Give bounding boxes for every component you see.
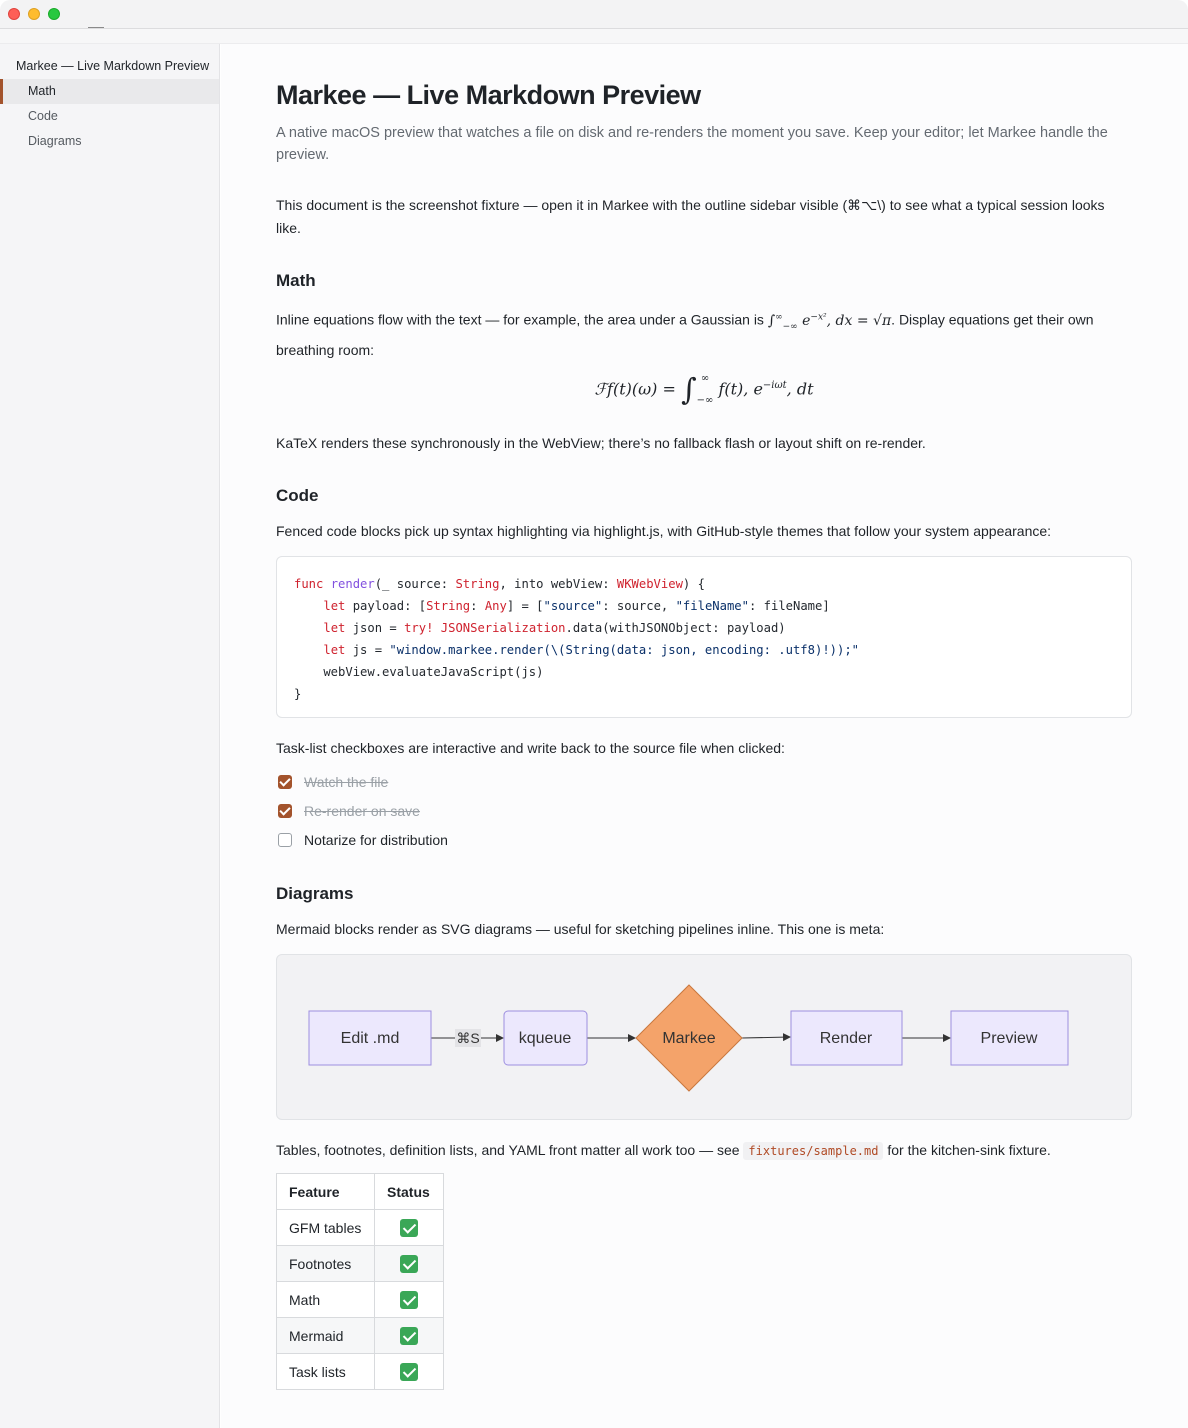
status-cell <box>375 1318 444 1354</box>
code-block <box>276 556 1132 718</box>
feature-cell: Mermaid <box>277 1318 375 1354</box>
feature-cell: Footnotes <box>277 1246 375 1282</box>
integral-lower: −∞ <box>782 321 798 332</box>
close-window-icon[interactable] <box>8 8 20 20</box>
code-token <box>294 599 323 613</box>
window-titlebar <box>0 0 1188 29</box>
code-token: ] = [ <box>506 599 544 613</box>
footer-text-before: Tables, footnotes, definition lists, and YAML front matter all work too — see <box>276 1142 744 1158</box>
mermaid-diagram <box>276 954 1132 1120</box>
code-token: JSONSerialization <box>440 621 566 635</box>
status-cell <box>375 1210 444 1246</box>
diagrams-paragraph: Mermaid blocks render as SVG diagrams — useful for sketching pipelines inline. This one is meta: <box>276 921 885 937</box>
feature-cell: Task lists <box>277 1354 375 1390</box>
tasks-intro: Task-list checkboxes are interactive and write back to the source file when clicked: <box>276 740 785 756</box>
code-token: ) { <box>682 577 705 591</box>
code-token: : source, <box>602 599 676 613</box>
check-mark-icon <box>400 1291 418 1309</box>
code-token: Any <box>484 599 507 613</box>
node-label-markee: Markee <box>662 1030 716 1047</box>
integral-upper: ∞ <box>775 312 783 322</box>
heading-math: Math <box>276 271 316 290</box>
heading-code: Code <box>276 486 319 505</box>
display-lhs: ℱf(t)(ω) = <box>594 379 681 399</box>
math-text-after: . Display equations get their own breathing room: <box>276 311 1094 359</box>
sidebar-document-title[interactable]: Markee — Live Markdown Preview <box>16 59 210 73</box>
code-line <box>294 639 1114 661</box>
code-token <box>294 643 323 657</box>
code-token: let <box>323 599 346 613</box>
table-row <box>277 1282 444 1318</box>
status-cell <box>375 1354 444 1390</box>
task-label: Notarize for distribution <box>304 832 448 848</box>
task-label: Re-render on save <box>304 803 420 819</box>
display-exponent: −iωt <box>762 380 787 392</box>
code-token: "window.markee.render(\(String(data: json, encoding: .utf8)!));" <box>389 643 860 657</box>
display-integral-upper: ∞ <box>700 373 710 384</box>
display-equation <box>276 368 1132 412</box>
display-integral-symbol: ∫ <box>681 372 697 408</box>
zoom-window-icon[interactable] <box>48 8 60 20</box>
minimize-window-icon[interactable] <box>28 8 40 20</box>
sidebar-item-diagrams[interactable]: Diagrams <box>28 134 82 148</box>
code-token: let <box>323 621 346 635</box>
code-token: : fileName] <box>748 599 830 613</box>
code-line <box>294 595 1114 617</box>
inline-rest: , dx = √π <box>826 312 892 329</box>
code-line <box>294 683 1114 705</box>
code-token: WKWebView <box>616 577 683 591</box>
code-token: try! <box>404 621 441 635</box>
edge-edit-kqueue <box>431 1029 503 1047</box>
table-row <box>277 1246 444 1282</box>
status-cell <box>375 1246 444 1282</box>
code-token: payload: [ <box>345 599 427 613</box>
footer-paragraph <box>276 1139 1132 1163</box>
code-token: webView.evaluateJavaScript(js) <box>294 665 544 679</box>
code-token: "fileName" <box>675 599 749 613</box>
check-mark-icon <box>400 1327 418 1345</box>
inline-code-sample-path: fixtures/sample.md <box>743 1142 883 1160</box>
table-row <box>277 1354 444 1390</box>
feature-cell: GFM tables <box>277 1210 375 1246</box>
footer-text-after: for the kitchen-sink fixture. <box>883 1142 1051 1158</box>
katex-paragraph: KaTeX renders these synchronously in the WebView; there’s no fallback flash or layout shift on re-render. <box>276 435 926 451</box>
integral-symbol: ∫ <box>767 312 776 329</box>
code-token: String <box>455 577 500 591</box>
sidebar-item-math[interactable]: Math <box>0 79 219 104</box>
math-text-before: Inline equations flow with the text — for example, the area under a Gaussian is <box>276 311 768 328</box>
code-token <box>294 621 323 635</box>
code-token: , into webView: <box>499 577 617 591</box>
check-mark-icon <box>400 1255 418 1273</box>
check-mark-icon <box>400 1363 418 1381</box>
column-header-status: Status <box>375 1174 444 1210</box>
task-checkbox-checked[interactable] <box>278 775 292 789</box>
task-label: Watch the file <box>304 774 389 790</box>
node-label-edit-md: Edit .md <box>340 1030 400 1047</box>
intro-paragraph: This document is the screenshot fixture — open it in Markee with the outline sidebar visible (⌘⌥\) to see what a typical session looks like. <box>276 197 1105 236</box>
code-token: : <box>470 599 485 613</box>
code-line <box>294 661 1114 683</box>
code-token: "source" <box>543 599 603 613</box>
code-paragraph: Fenced code blocks pick up syntax highlighting via highlight.js, with GitHub-style themes that follow your system appearance: <box>276 523 1052 539</box>
code-line <box>294 617 1114 639</box>
node-label-kqueue: kqueue <box>518 1030 572 1047</box>
task-checkbox-unchecked[interactable] <box>278 833 292 847</box>
table-row <box>277 1318 444 1354</box>
code-line <box>294 573 1114 595</box>
task-checkbox-checked[interactable] <box>278 804 292 818</box>
inline-equation <box>767 312 892 332</box>
display-integral-lower: −∞ <box>696 395 714 406</box>
outline-sidebar <box>0 44 220 1428</box>
code-token: json = <box>345 621 405 635</box>
page-title: Markee — Live Markdown Preview <box>276 80 701 110</box>
toolbar-strip <box>0 29 1188 44</box>
display-rest: , dt <box>786 379 814 399</box>
sidebar-item-code[interactable]: Code <box>28 109 58 123</box>
mermaid-svg <box>277 955 1133 1121</box>
edge-markee-render <box>742 1037 790 1038</box>
edge-label-cmd-s: ⌘S <box>456 1030 480 1046</box>
code-token: let <box>323 643 346 657</box>
code-token: (_ source: <box>374 577 456 591</box>
column-header-feature: Feature <box>277 1174 375 1210</box>
table-row <box>277 1210 444 1246</box>
code-token: render <box>330 577 375 591</box>
feature-table <box>276 1173 444 1390</box>
inline-base: e <box>802 312 811 329</box>
code-token: js = <box>345 643 390 657</box>
inline-exponent: −x² <box>810 312 827 322</box>
code-token: .data(withJSONObject: payload) <box>565 621 786 635</box>
math-paragraph <box>276 305 1132 362</box>
check-mark-icon <box>400 1219 418 1237</box>
display-body: f(t), e <box>713 379 763 399</box>
code-token: } <box>294 687 302 701</box>
node-label-render: Render <box>819 1030 873 1047</box>
heading-diagrams: Diagrams <box>276 884 354 903</box>
titlebar-divider <box>88 27 104 28</box>
feature-cell: Math <box>277 1282 375 1318</box>
code-token: String <box>426 599 471 613</box>
table-header-row <box>277 1174 444 1210</box>
node-label-preview: Preview <box>980 1030 1038 1047</box>
lead-paragraph: A native macOS preview that watches a file on disk and re-renders the moment you save. Keep your editor; let Markee handle the preview. <box>276 125 1108 163</box>
status-cell <box>375 1282 444 1318</box>
code-token: func <box>294 577 331 591</box>
